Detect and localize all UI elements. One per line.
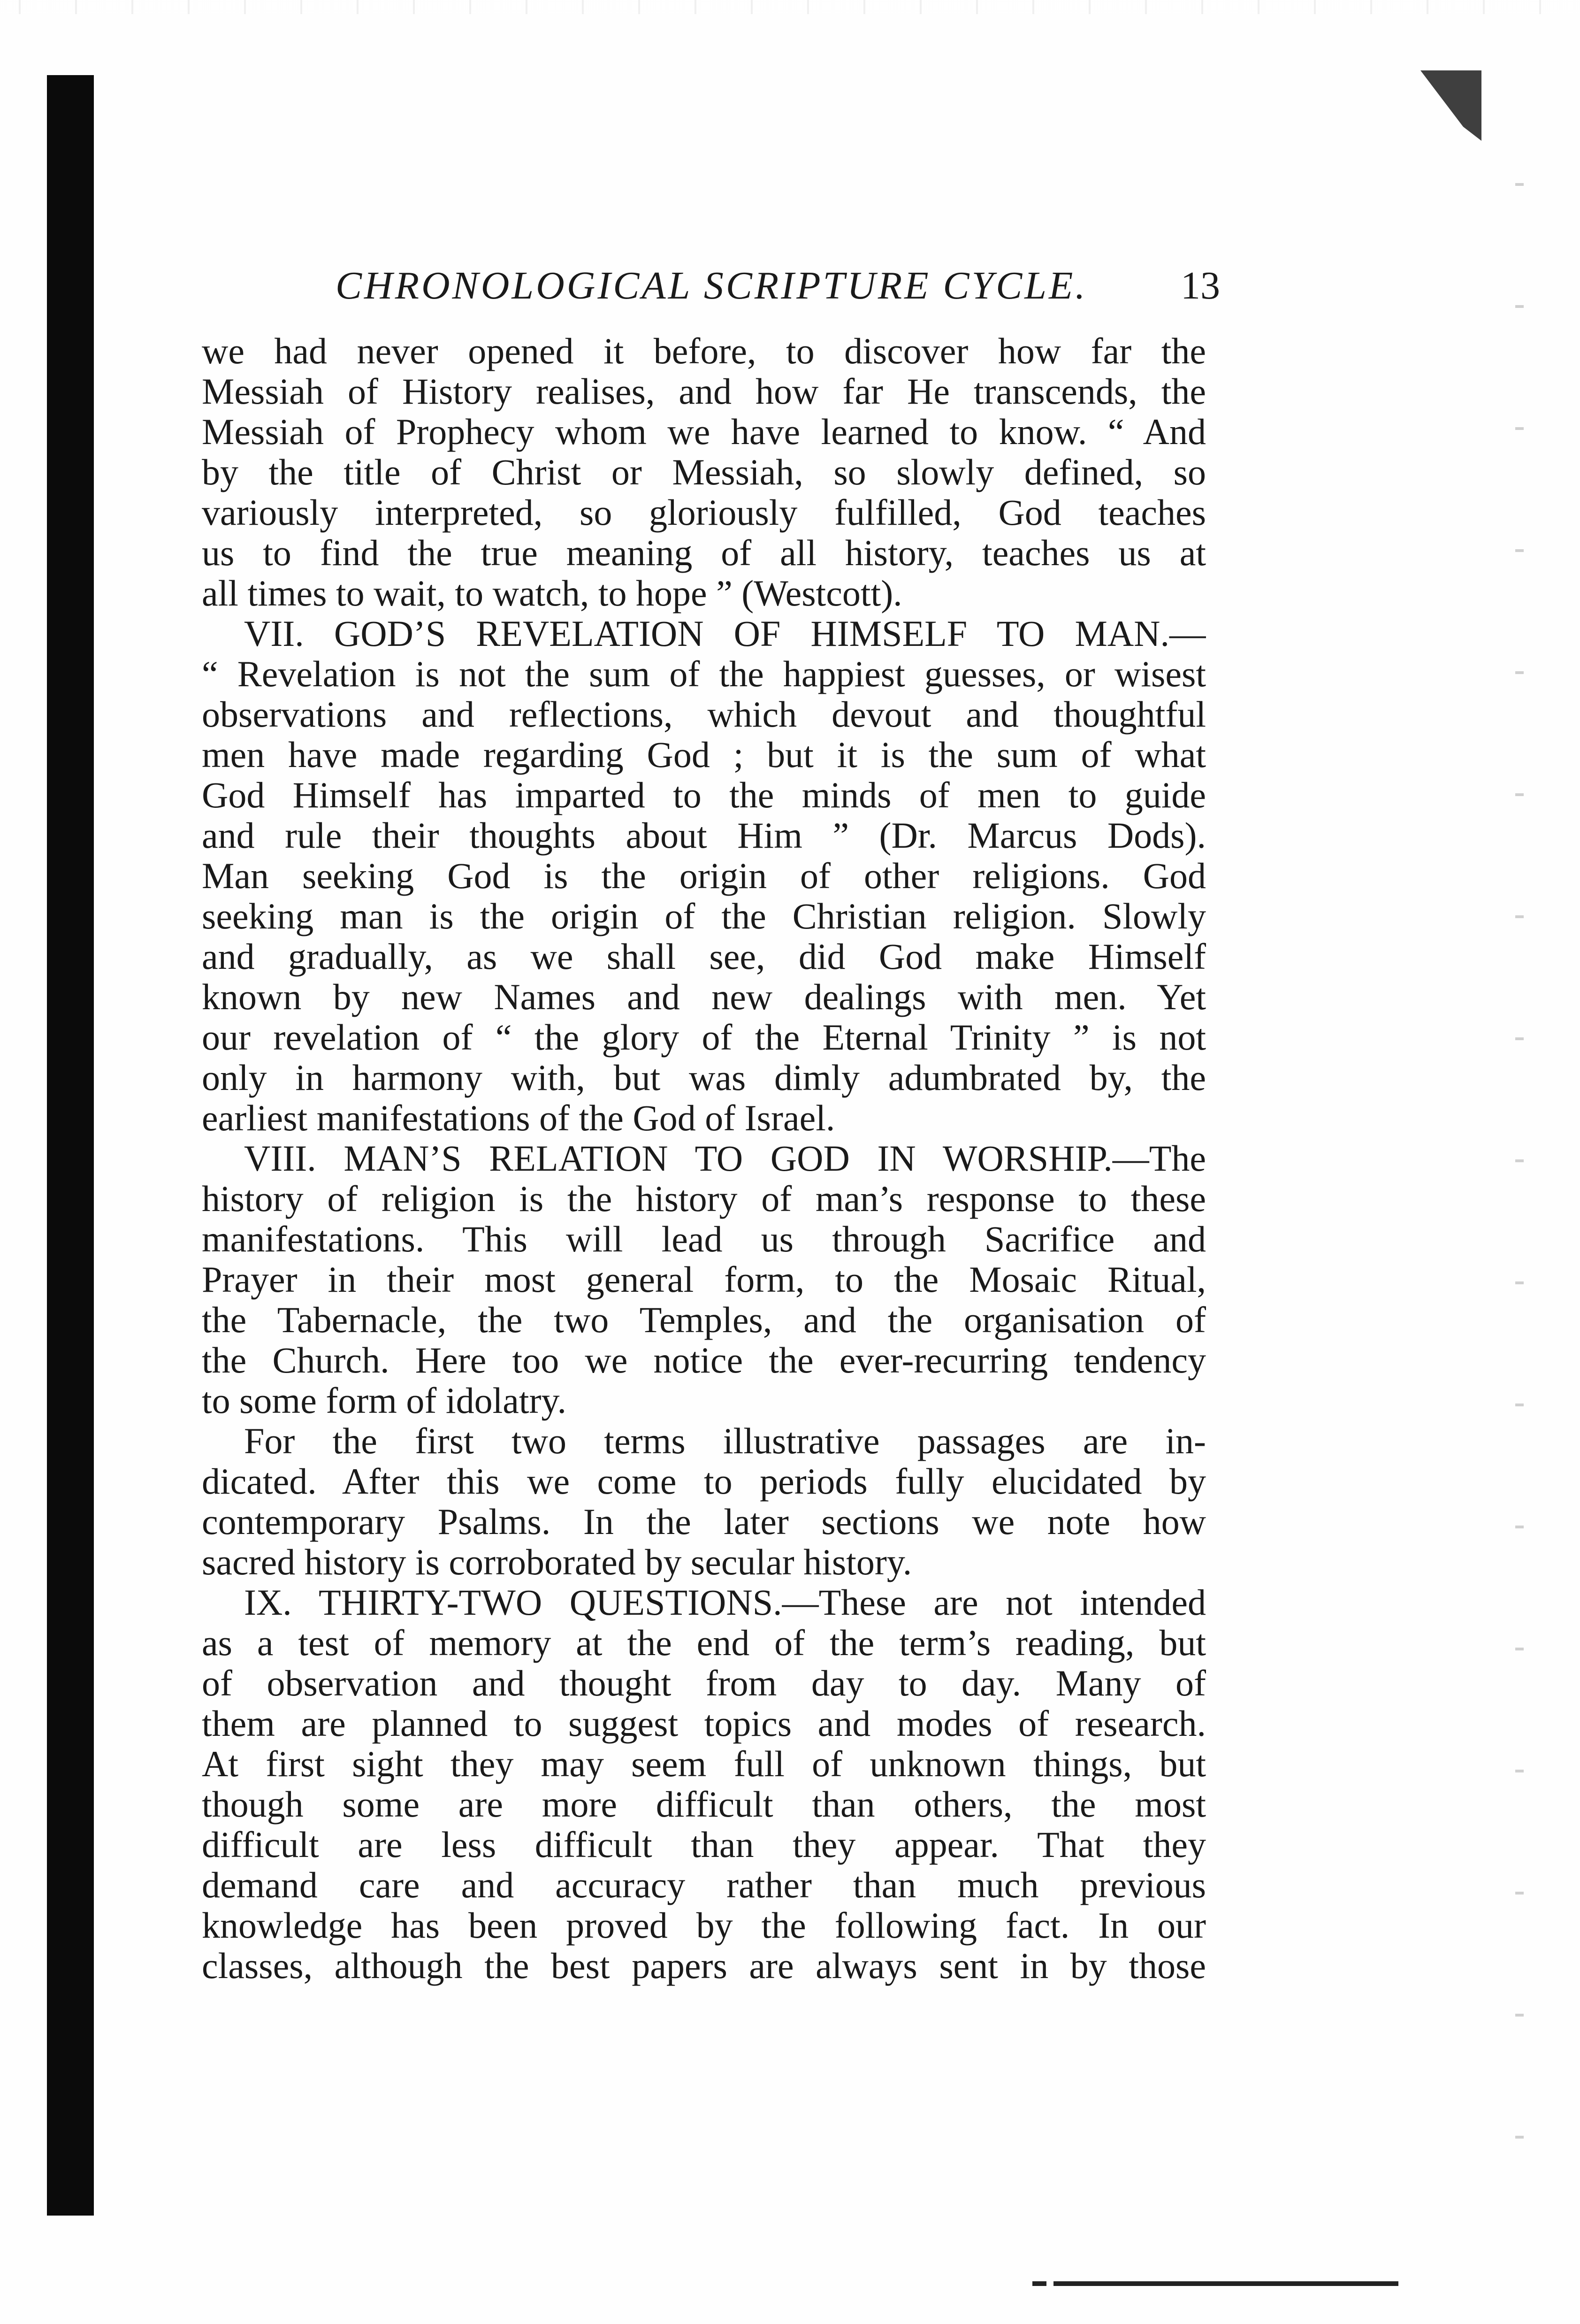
section-heading-vii: VII. GOD’S REVELATION OF HIMSELF TO MAN.—: [244, 614, 1206, 654]
text-line: known by new Names and new dealings with men. Yet: [202, 977, 1206, 1017]
text-line: us to find the true meaning of all history, teaches us at: [202, 533, 1206, 573]
text-line: knowledge has been proved by the following fact. In our: [202, 1905, 1206, 1946]
text-line: “ Revelation is not the sum of the happiest guesses, or wisest: [202, 654, 1206, 694]
bottom-rule: [1032, 2281, 1398, 2286]
page-number: 13: [1181, 264, 1220, 307]
text-line: At first sight they may seem full of unknown things, but: [202, 1744, 1206, 1784]
text-line: variously interpreted, so gloriously fulfilled, God teaches: [202, 492, 1206, 533]
paragraph-start: For the first two terms illustrative passages are in-: [244, 1421, 1206, 1461]
text-line: observations and reflections, which devout and thoughtful: [202, 694, 1206, 735]
text-line: the Church. Here too we notice the ever-recurring tendency: [202, 1340, 1206, 1381]
text-line: history of religion is the history of man’s response to these: [202, 1179, 1206, 1219]
text-line: the Tabernacle, the two Temples, and the organisation of: [202, 1300, 1206, 1340]
top-edge-speckle: [0, 0, 1580, 14]
text-line: classes, although the best papers are always sent in by those: [202, 1946, 1206, 1986]
text-line: demand care and accuracy rather than much previous: [202, 1865, 1206, 1905]
body-text: [202, 331, 1206, 1986]
text-line: of observation and thought from day to day. Many of: [202, 1663, 1206, 1703]
text-line: Prayer in their most general form, to the Mosaic Ritual,: [202, 1259, 1206, 1300]
text-line: God Himself has imparted to the minds of men to guide: [202, 775, 1206, 815]
running-head: CHRONOLOGICAL SCRIPTURE CYCLE.: [336, 264, 1088, 307]
text-line: and gradually, as we shall see, did God make Himself: [202, 936, 1206, 977]
text-line: we had never opened it before, to discover how far the: [202, 331, 1206, 371]
text-line: our revelation of “ the glory of the Eternal Trinity ” is not: [202, 1017, 1206, 1058]
right-edge-specks: [1515, 141, 1524, 2230]
text-line: though some are more difficult than others, the most: [202, 1784, 1206, 1825]
corner-tear-mark: [1420, 70, 1481, 141]
text-line: as a test of memory at the end of the term’s reading, but: [202, 1623, 1206, 1663]
text-line: by the title of Christ or Messiah, so slowly defined, so: [202, 452, 1206, 492]
text-line: Messiah of Prophecy whom we have learned to know. “ And: [202, 412, 1206, 452]
text-line: all times to wait, to watch, to hope ” (Westcott).: [202, 573, 902, 614]
binding-shadow: [47, 75, 94, 2216]
text-line: earliest manifestations of the God of Israel.: [202, 1098, 835, 1138]
text-line: Man seeking God is the origin of other religions. God: [202, 856, 1206, 896]
text-line: and rule their thoughts about Him ” (Dr. Marcus Dods).: [202, 815, 1206, 856]
section-heading-viii: VIII. MAN’S RELATION TO GOD IN WORSHIP.—The: [244, 1138, 1206, 1179]
text-line: sacred history is corroborated by secular history.: [202, 1542, 912, 1582]
section-heading-ix: IX. THIRTY-TWO QUESTIONS.—These are not intended: [244, 1582, 1206, 1623]
text-line: contemporary Psalms. In the later sections we note how: [202, 1502, 1206, 1542]
text-line: difficult are less difficult than they appear. That they: [202, 1825, 1206, 1865]
text-line: only in harmony with, but was dimly adumbrated by, the: [202, 1058, 1206, 1098]
text-line: dicated. After this we come to periods fully elucidated by: [202, 1461, 1206, 1502]
text-line: men have made regarding God ; but it is the sum of what: [202, 735, 1206, 775]
text-line: Messiah of History realises, and how far He transcends, the: [202, 371, 1206, 412]
text-line: seeking man is the origin of the Christian religion. Slowly: [202, 896, 1206, 936]
text-line: to some form of idolatry.: [202, 1381, 566, 1421]
text-line: manifestations. This will lead us through Sacrifice and: [202, 1219, 1206, 1259]
text-line: them are planned to suggest topics and modes of research.: [202, 1703, 1206, 1744]
page-header: [211, 263, 1220, 319]
